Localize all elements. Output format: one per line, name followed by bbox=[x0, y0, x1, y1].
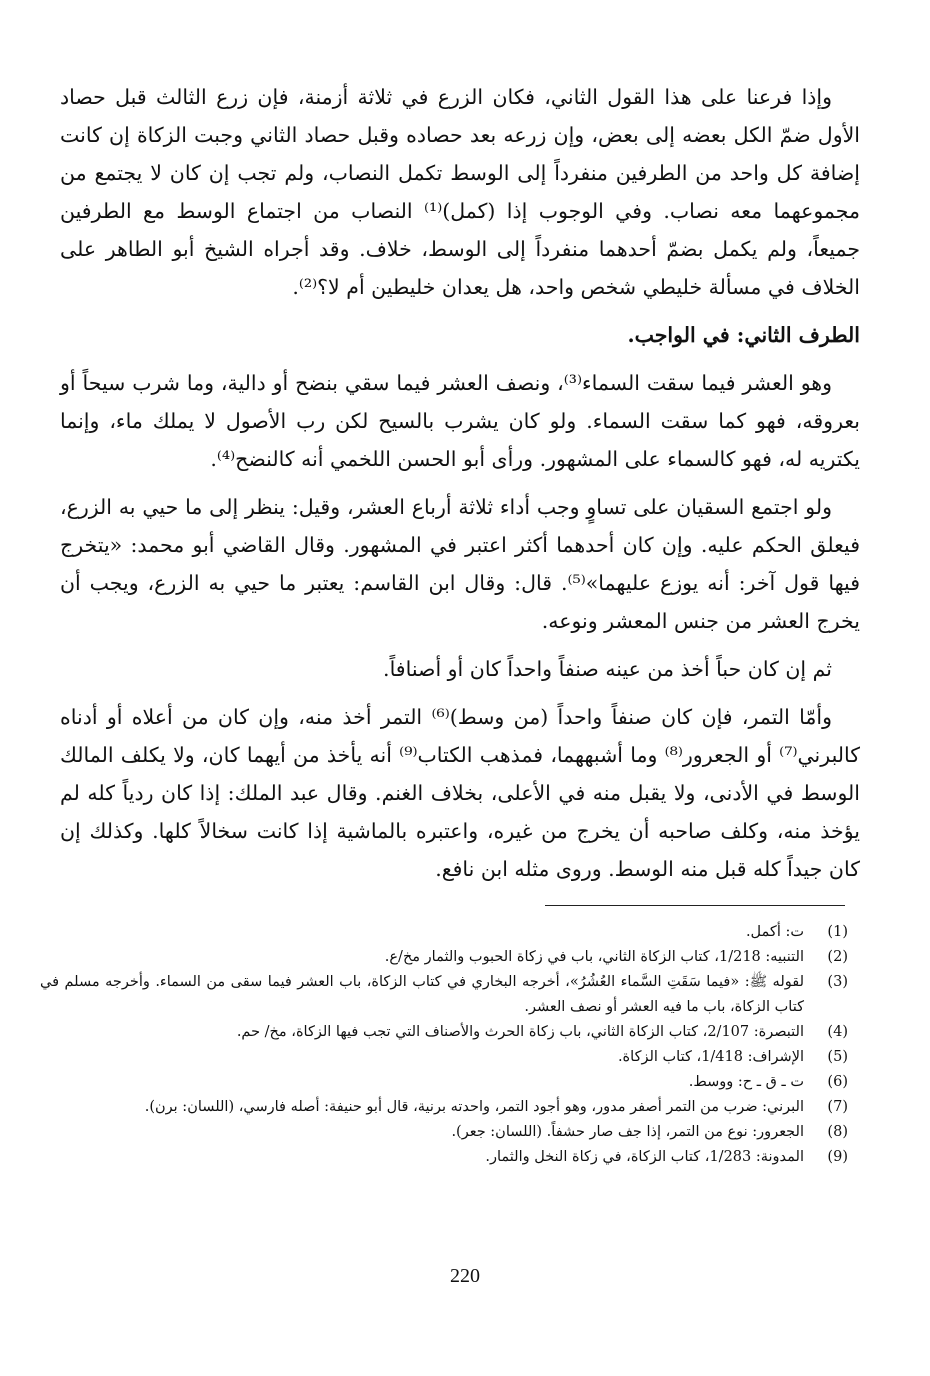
footnote-number: (8) bbox=[827, 1124, 848, 1140]
main-text bbox=[60, 78, 860, 898]
footnote-text: ت ـ ق ـ ح: ووسط. bbox=[688, 1074, 804, 1090]
footnote-text: التبصرة: 2/107، كتاب الزكاة الثاني، باب زكاة الحرث والأصناف التي تجب فيها الزكاة، مخ/ حم. bbox=[236, 1024, 804, 1040]
footnote bbox=[40, 1045, 848, 1070]
paragraph: وأمّا التمر، فإن كان صنفاً واحداً (من وسط)⁽⁶⁾ التمر أخذ منه، وإن كان من أعلاه أو أدناه كالبرني⁽⁷⁾ أو الجعرور⁽⁸⁾ وما أشبههما، فمذهب الكتاب⁽⁹⁾ أنه يأخذ من أيهما كان، ولا يكلف المالك الوسط في الأدنى، ولا يقبل منه في الأعلى، بخلاف الغنم. وقال عبد الملك: إذا كان ردياً كله لم يؤخذ منه، وكلف صاحبه أن يخرج من غيره، واعتبره بالماشية إذا كانت سخالاً كلها. وكذلك إن كان جيداً كله قبل منه الوسط. وروى مثله ابن نافع. bbox=[60, 705, 861, 881]
footnote-number: (6) bbox=[827, 1074, 848, 1090]
footnote bbox=[40, 1145, 848, 1170]
paragraph: وهو العشر فيما سقت السماء⁽³⁾، ونصف العشر فيما سقي بنضح أو دالية، وما شرب سيحاً أو بعروقه، فهو كما سقت السماء. ولو كان يشرب بالسيح لكن رب الأصول لا يملك ماء، وإنما يكتريه له، فهو كالسماء على المشهور. ورأى أبو الحسن اللخمي أنه كالنضح⁽⁴⁾. bbox=[60, 371, 860, 471]
footnote-number: (9) bbox=[827, 1149, 848, 1165]
paragraph: ثم إن كان حباً أخذ من عينه صنفاً واحداً كان أو أصنافاً. bbox=[383, 657, 832, 681]
footnote bbox=[40, 1020, 848, 1045]
footnote-number: (5) bbox=[827, 1049, 848, 1065]
footnote-number: (2) bbox=[827, 949, 848, 965]
footnote bbox=[40, 945, 848, 970]
footnote-text: البرني: ضرب من التمر أصفر مدور، وهو أجود التمر، واحدته برنية، قال أبو حنيفة: أصله فارسي، (اللسان: برن). bbox=[144, 1099, 804, 1115]
footnote-number: (1) bbox=[827, 924, 848, 940]
footnote-text: الجعرور: نوع من التمر، إذا جف صار حشفاً. (اللسان: جعر). bbox=[451, 1124, 804, 1140]
footnote-number: (4) bbox=[827, 1024, 848, 1040]
section-heading: الطرف الثاني: في الواجب. bbox=[627, 323, 860, 347]
footnote-text: التنبيه: 1/218، كتاب الزكاة الثاني، باب في زكاة الحبوب والثمار مخ/ع. bbox=[384, 949, 804, 965]
footnote-text: ت: أكمل. bbox=[745, 924, 804, 940]
footnote-text: المدونة: 1/283، كتاب الزكاة، في زكاة النخل والثمار. bbox=[485, 1149, 804, 1165]
footnote-text: الإشراف: 1/418، كتاب الزكاة. bbox=[617, 1049, 804, 1065]
paragraph: ولو اجتمع السقيان على تساوٍ وجب أداء ثلاثة أرباع العشر، وقيل: ينظر إلى ما حيي به الزرع، فيعلق الحكم عليه. وإن كان أحدهما أكثر اعتبر في المشهور. وقال القاضي أبو محمد: «يتخرج فيها قول آخر: أنه يوزع عليهما»⁽⁵⁾. قال: وقال ابن القاسم: يعتبر ما حيي به الزرع، ويجب أن يخرج العشر من جنس المعشر ونوعه. bbox=[60, 495, 861, 633]
paragraph: وإذا فرعنا على هذا القول الثاني، فكان الزرع في ثلاثة أزمنة، فإن زرع الثالث قبل حصاد الأول ضمّ الكل بعضه إلى بعض، وإن زرعه بعد حصاده وقبل حصاد الثاني وجبت الزكاة إن كانت إضافة كل واحد من الطرفين منفرداً إلى الوسط تكمل النصاب، ولم تجب إن كان لا يجتمع من مجموعهما معه نصاب. وفي الوجوب إذا (كمل)⁽¹⁾ النصاب من اجتماع الوسط مع الطرفين جميعاً، ولم يكمل بضمّ أحدهما منفرداً إلى الوسط، خلاف. وقد أجراه الشيخ أبو الطاهر على الخلاف في مسألة خليطي شخص واحد، هل يعدان خليطين أم لا؟⁽²⁾. bbox=[60, 85, 860, 299]
footnotes bbox=[40, 920, 848, 1170]
footnote-number: (7) bbox=[827, 1099, 848, 1115]
footnote-divider bbox=[545, 905, 845, 906]
footnote-number: (3) bbox=[827, 974, 848, 990]
footnote bbox=[40, 970, 848, 1020]
footnote-text: لقوله ﷺ: «فيما سَقَتِ السَّماء العُشُرُ»، أخرجه البخاري في كتاب الزكاة، باب العشر فيما سقى من السماء. وأخرجه مسلم في كتاب الزكاة، باب ما فيه العشر أو نصف العشر. bbox=[40, 974, 804, 1015]
footnote bbox=[40, 1120, 848, 1145]
footnote bbox=[40, 920, 848, 945]
page-number: 220 bbox=[450, 1265, 480, 1287]
footnote bbox=[40, 1095, 848, 1120]
footnote bbox=[40, 1070, 848, 1095]
